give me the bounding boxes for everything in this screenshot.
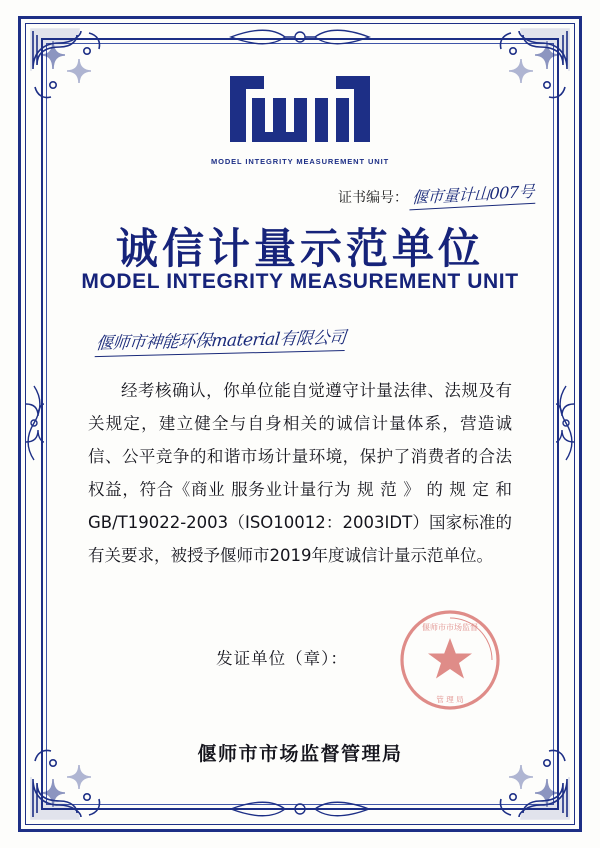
mium-monogram-logo-icon [226,72,374,151]
body-text [88,374,512,572]
logo-block [0,72,600,166]
issuer-label: 发证单位（章）： [216,649,348,668]
page-title-cn: 诚信计量示范单位 [115,224,484,273]
side-ornament-icon [22,380,46,466]
top-ornament-icon [225,26,375,48]
logo-subtitle: MODEL INTEGRITY MEASUREMENT UNIT [210,157,390,166]
bottom-ornament-icon [225,798,375,820]
page-title-en: MODEL INTEGRITY MEASUREMENT UNIT [81,270,519,293]
serial-number-label: 证书编号： [337,190,408,206]
svg-text:偃师市市场监督: 偃师市市场监督 [422,623,478,632]
serial-number-value: 偃市量计山007号 [409,179,536,211]
svg-text:管 理 局: 管 理 局 [436,695,464,704]
side-ornament-icon [554,380,578,466]
body-paragraph: 经考核确认，你单位能自觉遵守计量法律、法规及有关规定，建立健全与自身相关的诚信计量体系，营造诚信、公平竞争的和谐市场计量环境，保护了消费者的合法权益，符合《商业 服务业计量行为 规 范 》 的 规 定 和 GB/T19022-2003（ISO10012：2003IDT）国家标准的有关要求，被授予偃师市2019年度诚信计量示范单位。 [88,381,512,565]
recipient-name: 偃师市神能环保material有限公司 [95,323,347,357]
footer-organization: 偃师市市场监督管理局 [197,743,403,765]
serial-number-row [338,182,536,207]
issuer-line [0,645,600,669]
red-official-seal-icon [398,608,502,712]
